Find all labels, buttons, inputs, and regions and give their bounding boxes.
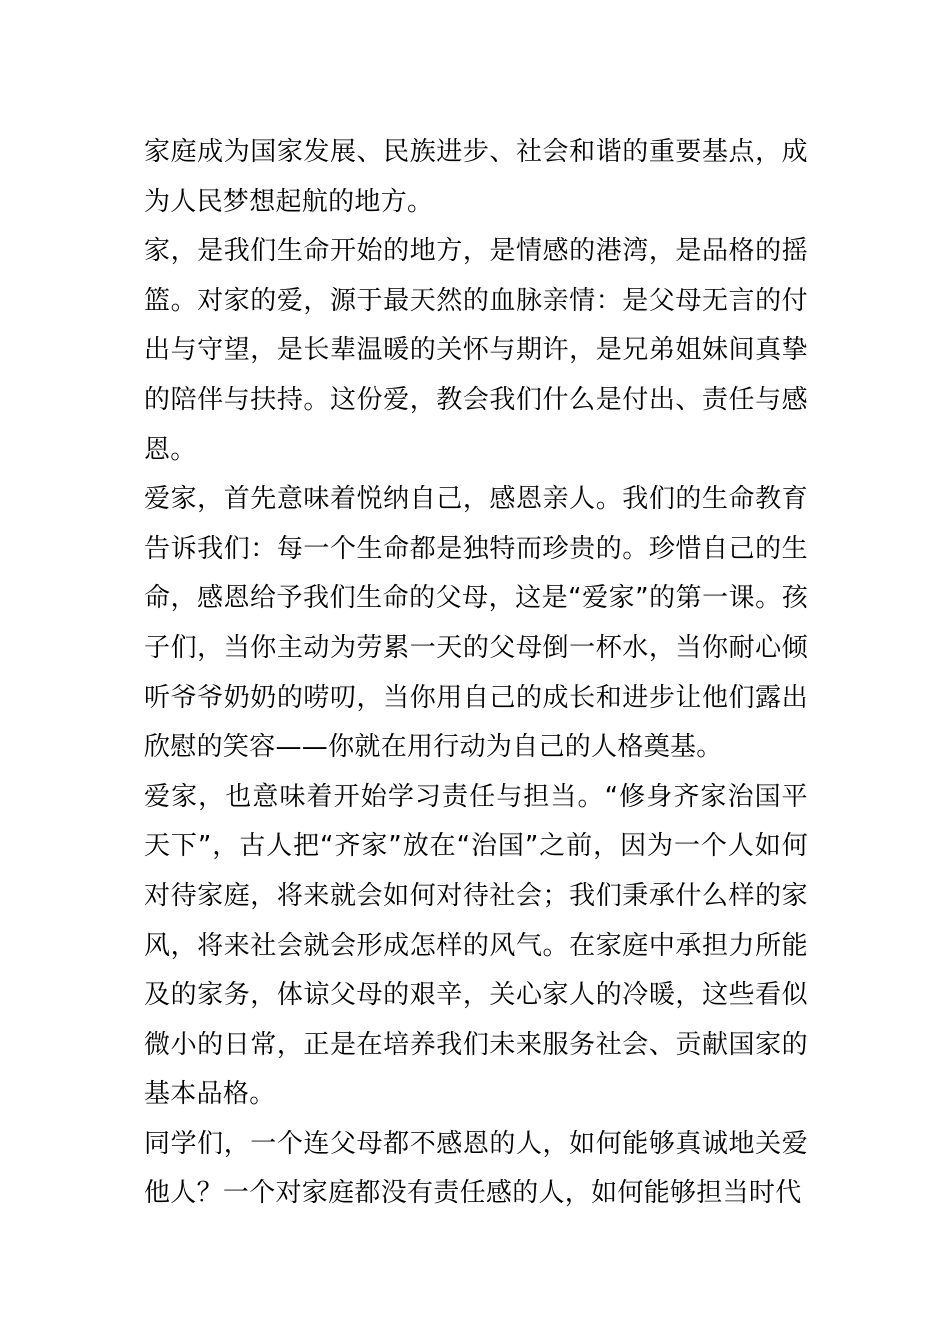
paragraph-5: 同学们，一个连父母都不感恩的人，如何能够真诚地关爱他人？一个对家庭都没有责任感的人，如何能够担当时代 xyxy=(144,1128,808,1209)
paragraph-1: 家庭成为国家发展、民族进步、社会和谐的重要基点，成为人民梦想起航的地方。 xyxy=(144,137,808,217)
paragraph-3: 爱家，首先意味着悦纳自己，感恩亲人。我们的生命教育告诉我们：每一个生命都是独特而珍贵的。珍惜自己的生命，感恩给予我们生命的父母，这是“爱家”的第一课。孩子们，当你主动为劳累一天的父母倒一杯水，当你耐心倾听爷爷奶奶的唠叨，当你用自己的成长和进步让他们露出欣慰的笑容——你就在用行动为自己的人格奠基。 xyxy=(144,484,808,763)
paragraph-4: 爱家，也意味着开始学习责任与担当。“修身齐家治国平天下”，古人把“齐家”放在“治国”之前，因为一个人如何对待家庭，将来就会如何对待社会；我们秉承什么样的家风，将来社会就会形成怎样的风气。在家庭中承担力所能及的家务，体谅父母的艰辛，关心家人的冷暖，这些看似微小的日常，正是在培养我们未来服务社会、贡献国家的基本品格。 xyxy=(144,781,808,1110)
document-body xyxy=(144,128,808,1219)
paragraph-2: 家，是我们生命开始的地方，是情感的港湾，是品格的摇篮。对家的爱，源于最天然的血脉亲情：是父母无言的付出与守望，是长辈温暖的关怀与期许，是兄弟姐妹间真挚的陪伴与扶持。这份爱，教会我们什么是付出、责任与感恩。 xyxy=(144,236,808,465)
